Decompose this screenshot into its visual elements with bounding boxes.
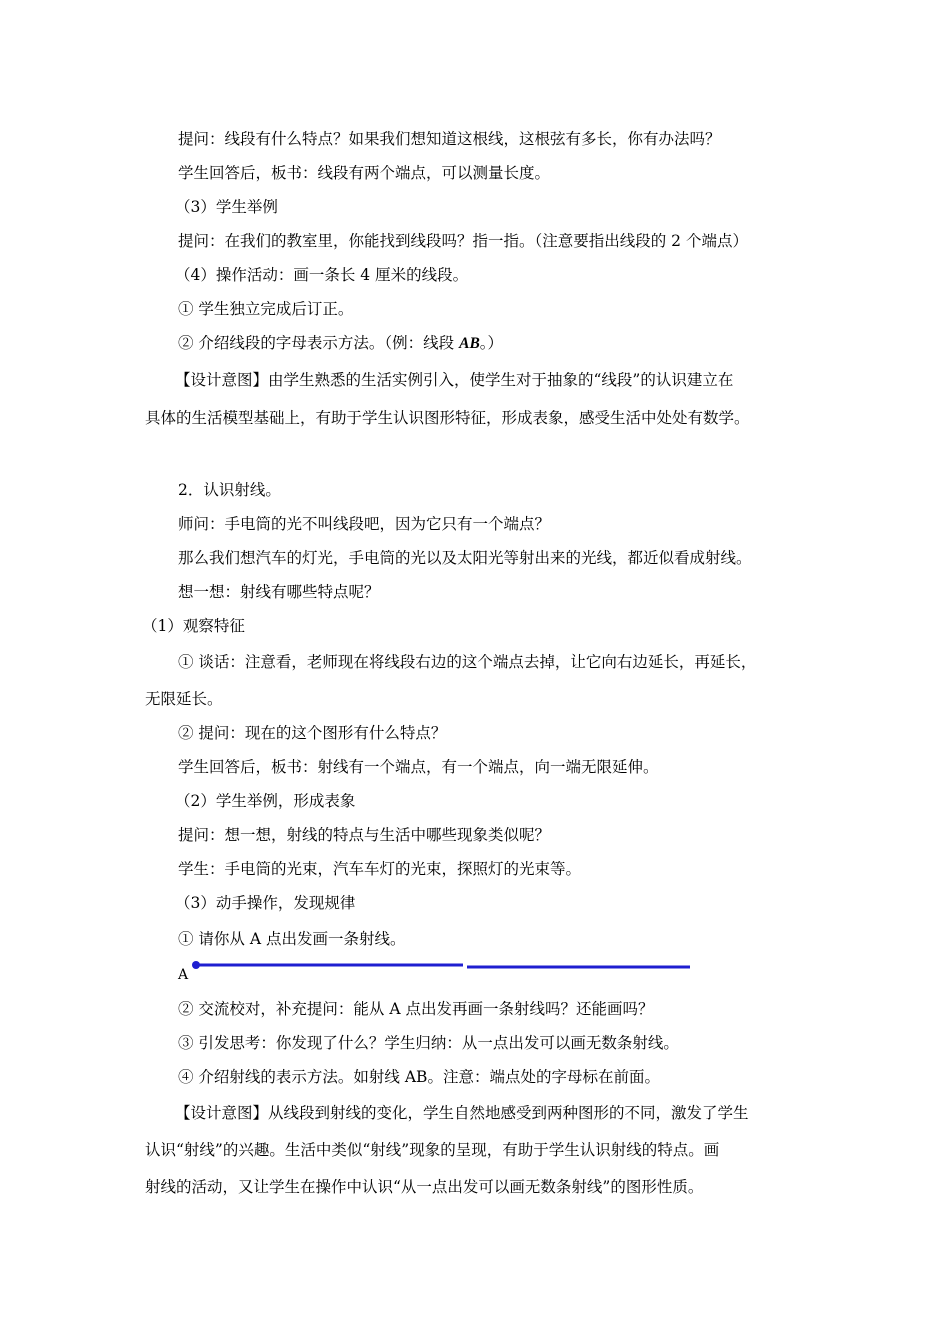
text-line: 提问：想一想，射线的特点与生活中哪些现象类似呢？: [178, 826, 551, 844]
text-segment: ② 介绍线段的字母表示方法。（例：线段: [178, 334, 460, 352]
segment-ab-label: AB: [459, 335, 480, 352]
text-line: 想一想：射线有哪些特点呢？: [178, 583, 380, 601]
text-line: 提问：线段有什么特点？如果我们想知道这根线，这根弦有多长，你有办法吗？: [178, 130, 721, 148]
text-line: 提问：在我们的教室里，你能找到线段吗？指一指。（注意要指出线段的 2 个端点）: [178, 232, 748, 250]
design-intent-line: 具体的生活模型基础上，有助于学生认识图形特征，形成表象，感受生活中处处有数学。: [145, 409, 750, 427]
text-line: 学生：手电筒的光束，汽车车灯的光束，探照灯的光束等。: [178, 860, 582, 878]
text-line: 无限延长。: [145, 690, 223, 708]
design-intent-line: 射线的活动，又让学生在操作中认识“从一点出发可以画无数条射线”的图形性质。: [145, 1178, 704, 1196]
text-segment: 。）: [479, 334, 504, 352]
text-line: （3）动手操作，发现规律: [175, 894, 356, 912]
ray-point-label: A: [178, 967, 189, 983]
text-line: （2）学生举例，形成表象: [175, 792, 356, 810]
text-line: ① 请你从 A 点出发画一条射线。: [178, 930, 406, 948]
text-line: ② 交流校对，补充提问：能从 A 点出发再画一条射线吗？还能画吗？: [178, 1000, 654, 1018]
text-line: ① 谈话：注意看，老师现在将线段右边的这个端点去掉，让它向右边延长，再延长，: [178, 653, 757, 671]
text-line: 那么我们想汽车的灯光，手电筒的光以及太阳光等射出来的光线，都近似看成射线。: [178, 549, 752, 567]
text-line: 学生回答后，板书：线段有两个端点，可以测量长度。: [178, 164, 551, 182]
text-line: （1）观察特征: [142, 617, 245, 635]
text-line: 师问：手电筒的光不叫线段吧，因为它只有一个端点？: [178, 515, 551, 533]
text-line: ② 提问：现在的这个图形有什么特点？: [178, 724, 447, 742]
design-intent-line: 【设计意图】由学生熟悉的生活实例引入，使学生对于抽象的“线段”的认识建立在: [175, 371, 734, 389]
text-line: ① 学生独立完成后订正。: [178, 300, 354, 318]
section-heading: 2．认识射线。: [178, 481, 281, 499]
text-line: ④ 介绍射线的表示方法。如射线 AB。注意：端点处的字母标在前面。: [178, 1068, 660, 1086]
design-intent-line: 【设计意图】从线段到射线的变化，学生自然地感受到两种图形的不同，激发了学生: [175, 1104, 749, 1122]
text-line: （4）操作活动：画一条长 4 厘米的线段。: [175, 266, 469, 284]
design-intent-line: 认识“射线”的兴趣。生活中类似“射线”现象的呈现，有助于学生认识射线的特点。画: [145, 1141, 720, 1159]
text-line: ③ 引发思考：你发现了什么？学生归纳：从一点出发可以画无数条射线。: [178, 1034, 679, 1052]
text-line: 学生回答后，板书：射线有一个端点，有一个端点，向一端无限延伸。: [178, 758, 659, 776]
text-line: （3）学生举例: [175, 198, 278, 216]
